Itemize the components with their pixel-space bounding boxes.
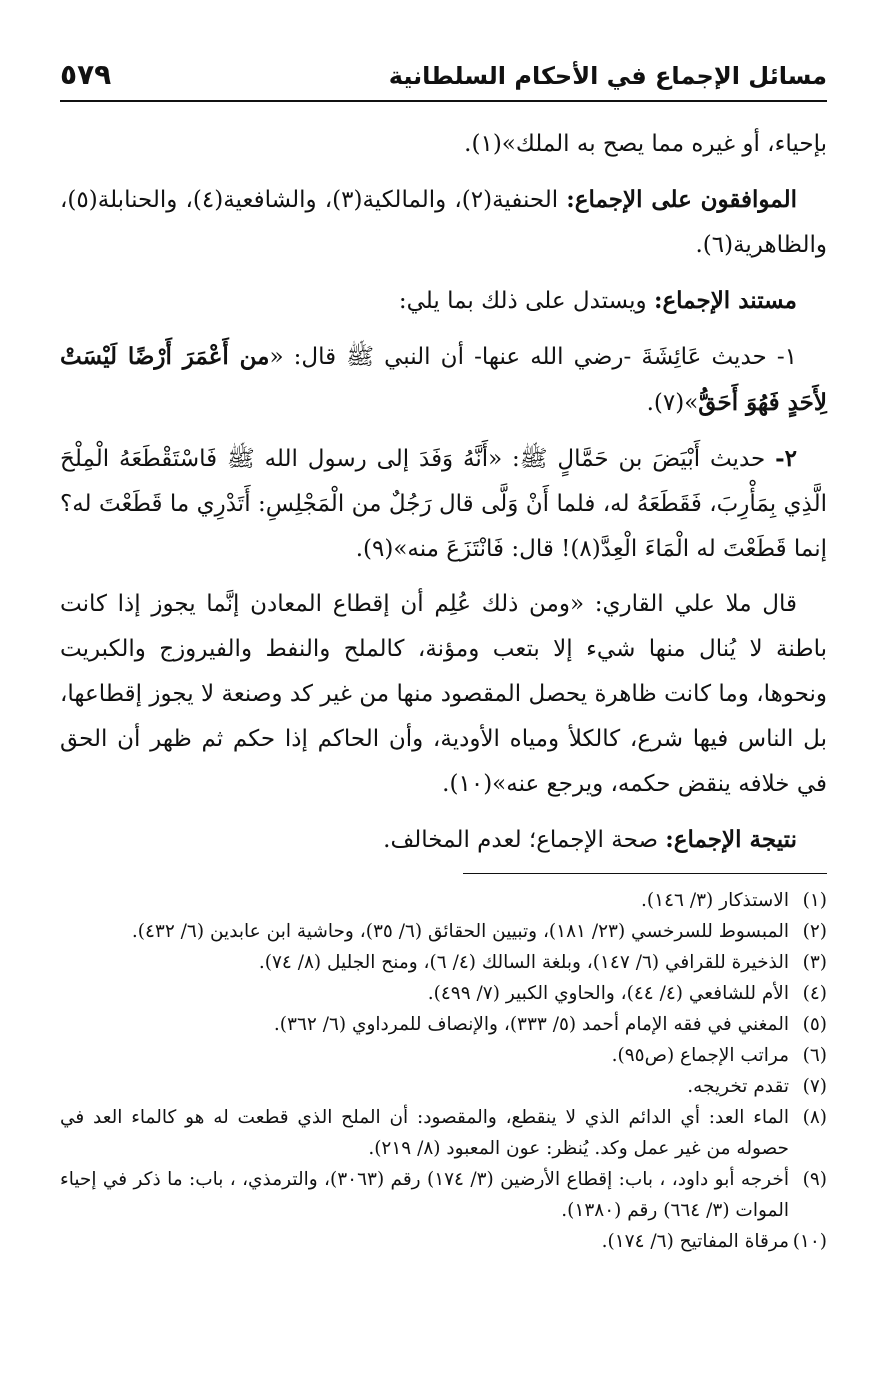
footnotes: [60, 885, 827, 1257]
page-header: [60, 52, 827, 102]
paragraph-evidence: [60, 278, 827, 324]
paragraph-continuation: [60, 122, 827, 167]
footnote-text: الذخيرة للقرافي (٦/ ١٤٧)، وبلغة السالك (٤/ ٦)، ومنح الجليل (٨/ ٧٤).: [258, 952, 789, 973]
paragraph-hadith-1: [60, 334, 827, 426]
footnote: [60, 978, 827, 1009]
paragraph-text: ويستدل على ذلك بما يلي:: [398, 288, 654, 314]
footnote-text: المغني في فقه الإمام أحمد (٥/ ٣٣٣)، والإنصاف للمرداوي (٦/ ٣٦٢).: [273, 1014, 789, 1035]
paragraph-qari-quote: [60, 582, 827, 807]
footnote-text: الماء العد: أي الدائم الذي لا ينقطع، والمقصود: أن الملح الذي قطعت له هو كالماء العد في حصوله من غير عمل وكد. يُنظر: عون المعبود (٨/ ٢١٩).: [60, 1107, 789, 1159]
footnote-number: (٤): [802, 983, 827, 1004]
footnote-number: (٦): [802, 1045, 827, 1066]
footnote-text: تقدم تخريجه.: [687, 1076, 789, 1097]
section-label: مستند الإجماع:: [653, 287, 797, 314]
running-title: مسائل الإجماع في الأحكام السلطانية: [388, 62, 827, 90]
hadith-quote: من أَعْمَرَ أَرْضًا لَيْسَتْ لِأَحَدٍ فَهُوَ أَحَقُّ: [60, 343, 827, 416]
item-number: ٢-: [775, 445, 797, 472]
footnote: [60, 1009, 827, 1040]
footnote-number: (٥): [802, 1014, 827, 1035]
footnote: [60, 1040, 827, 1071]
footnote-text: أخرجه أبو داود، ، باب: إقطاع الأرضين (٣/ ١٧٤) رقم (٣٠٦٣)، والترمذي، ، باب: ما ذكر في إحياء الموات (٣/ ٦٦٤) رقم (١٣٨٠).: [60, 1169, 789, 1221]
footnote-number: (٣): [802, 952, 827, 973]
footnote-number: (٧): [802, 1076, 827, 1097]
footnote-text: المبسوط للسرخسي (٢٣/ ١٨١)، وتبيين الحقائق (٦/ ٣٥)، وحاشية ابن عابدين (٦/ ٤٣٢).: [131, 921, 789, 942]
footnote-number: (٢): [802, 921, 827, 942]
footnote: [60, 1226, 827, 1257]
paragraph-text: قال ملا علي القاري: «ومن ذلك عُلِم أن إقطاع المعادن إنَّما يجوز إذا كانت باطنة لا يُنال منها شيء إلا بتعب ومؤنة، كالملح والنفط والفيروزج والكبريت ونحوها، وما كانت ظاهرة يحصل المقصود منها من غير كد وصنعة لا يجوز إقطاعها، بل الناس فيها شرع، كالكلأ ومياه الأودية، وأن الحاكم إذا حكم ثم ظهر أن الحق في خلافه ينقض حكمه، ويرجع عنه»(١٠).: [60, 591, 827, 797]
section-label: نتيجة الإجماع:: [665, 826, 797, 853]
page-number: ٥٧٩: [60, 58, 112, 91]
footnote: [60, 885, 827, 916]
paragraph-hadith-2: [60, 436, 827, 572]
paragraph-text: الحنفية(٢)، والمالكية(٣)، والشافعية(٤)، والحنابلة(٥)، والظاهرية(٦).: [60, 187, 827, 258]
section-label: الموافقون على الإجماع:: [566, 186, 797, 213]
paragraph-text: بإحياء، أو غيره مما يصح به الملك»(١).: [464, 131, 827, 157]
footnote-text: مرقاة المفاتيح (٦/ ١٧٤).: [601, 1231, 789, 1252]
hadith-intro: ١- حديث عَائِشَةَ -رضي الله عنها- أن النبي ﷺ قال: «: [269, 344, 797, 370]
main-text: [60, 122, 827, 873]
footnote-text: مراتب الإجماع (ص٩٥).: [611, 1045, 789, 1066]
footnote: [60, 1071, 827, 1102]
footnote-text: الأم للشافعي (٤/ ٤٤)، والحاوي الكبير (٧/ ٤٩٩).: [427, 983, 789, 1004]
footnote-divider: [463, 873, 827, 874]
paragraph-result: [60, 817, 827, 863]
footnote: [60, 1102, 827, 1164]
paragraph-agreeing-schools: [60, 177, 827, 268]
footnote-number: (١): [802, 890, 827, 911]
hadith-end: »(٧).: [646, 390, 699, 416]
footnote: [60, 1164, 827, 1226]
footnote-number: (١٠): [792, 1231, 827, 1252]
footnote: [60, 947, 827, 978]
paragraph-text: حديث أَبْيَضَ بن حَمَّالٍ ﷺ: «أَنَّهُ وَفَدَ إلى رسول الله ﷺ فَاسْتَقْطَعَهُ الْمِلْحَ الَّذِي بِمَأْرِبَ، فَقَطَعَهُ له، فلما أَنْ وَلَّى قال رَجُلٌ من الْمَجْلِسِ: أَتَدْرِي ما قَطَعْتَ له؟ إنما قَطَعْتَ له الْمَاءَ الْعِدَّ(٨)! قال: فَانْتَزَعَ منه»(٩).: [60, 446, 827, 562]
footnote-text: الاستذكار (٣/ ١٤٦).: [641, 890, 789, 911]
footnote: [60, 916, 827, 947]
paragraph-text: صحة الإجماع؛ لعدم المخالف.: [383, 827, 666, 853]
footnote-number: (٩): [802, 1169, 827, 1190]
footnote-number: (٨): [802, 1107, 827, 1128]
